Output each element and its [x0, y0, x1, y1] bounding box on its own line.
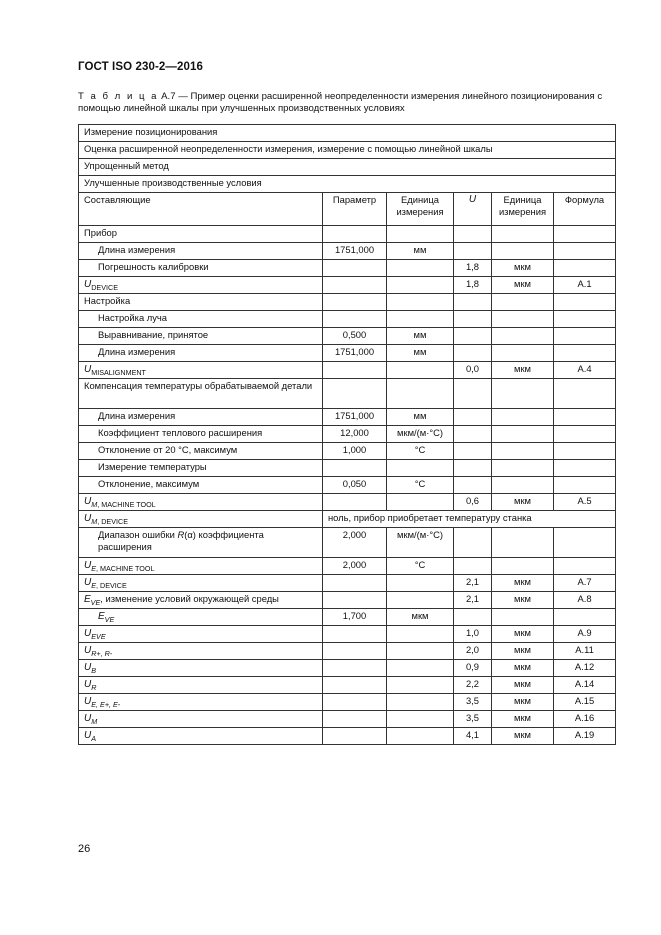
table-row	[79, 409, 616, 426]
unit2-cell: мкм	[492, 728, 554, 745]
param-cell: 0,050	[323, 477, 387, 494]
table-row	[79, 511, 616, 528]
symbol-cell: $U_{M, DEVICE}$	[79, 511, 323, 528]
table-row	[79, 558, 616, 575]
table-row	[79, 426, 616, 443]
table-row	[79, 345, 616, 362]
param-cell: 1751,000	[323, 243, 387, 260]
table-row	[79, 626, 616, 643]
unit2-cell: мкм	[492, 711, 554, 728]
formula-cell: A.15	[554, 694, 616, 711]
component-cell: Прибор	[79, 226, 323, 243]
symbol-cell: $E_{VE}$, изменение условий окружающей среды	[79, 592, 323, 609]
table-row	[79, 294, 616, 311]
component-cell: Измерение температуры	[79, 460, 323, 477]
unit-cell: мм	[387, 345, 454, 362]
unit2-cell: мкм	[492, 643, 554, 660]
symbol-cell: $U_{M, MACHINE TOOL}$	[79, 494, 323, 511]
symbol-cell: $U_{E, E+, E-}$	[79, 694, 323, 711]
formula-cell: A.16	[554, 711, 616, 728]
component-cell: Настройка луча	[79, 311, 323, 328]
table-row	[79, 609, 616, 626]
title-row	[79, 176, 616, 193]
table-row	[79, 477, 616, 494]
table-row	[79, 311, 616, 328]
symbol-cell: $U_{DEVICE}$	[79, 277, 323, 294]
table-title-cell: Улучшенные производственные условия	[79, 176, 616, 193]
unit-cell: мкм	[387, 609, 454, 626]
param-cell: 2,000	[323, 528, 387, 558]
formula-cell: A.4	[554, 362, 616, 379]
param-cell: 12,000	[323, 426, 387, 443]
table-row	[79, 260, 616, 277]
component-cell: Выравнивание, принятое	[79, 328, 323, 345]
table-row	[79, 328, 616, 345]
unit2-cell: мкм	[492, 277, 554, 294]
column-header: Составляющие	[79, 193, 323, 226]
symbol-cell: $U_{MISALIGNMENT}$	[79, 362, 323, 379]
symbol-cell: $E_{VE}$	[79, 609, 323, 626]
unit2-cell: мкм	[492, 260, 554, 277]
column-header-row	[79, 193, 616, 226]
table-row	[79, 443, 616, 460]
u-cell: 0,6	[454, 494, 492, 511]
component-cell: Диапазон ошибки R(α) коэффициента расширения	[79, 528, 323, 558]
u-cell: 0,9	[454, 660, 492, 677]
table-row	[79, 592, 616, 609]
formula-cell: A.9	[554, 626, 616, 643]
symbol-cell: $U_B$	[79, 660, 323, 677]
symbol-cell: $U_A$	[79, 728, 323, 745]
u-cell: 1,0	[454, 626, 492, 643]
table-row	[79, 728, 616, 745]
table-row	[79, 226, 616, 243]
formula-cell: A.7	[554, 575, 616, 592]
component-cell: Компенсация температуры обрабатываемой детали	[79, 379, 323, 409]
table-row	[79, 677, 616, 694]
u-cell: 1,8	[454, 277, 492, 294]
table-row	[79, 460, 616, 477]
u-cell: 3,5	[454, 711, 492, 728]
unit-cell: °C	[387, 558, 454, 575]
title-row	[79, 142, 616, 159]
note-cell: ноль, прибор приобретает температуру станка	[323, 511, 616, 528]
table-row	[79, 528, 616, 558]
unit-cell: мм	[387, 409, 454, 426]
u-cell: 0,0	[454, 362, 492, 379]
symbol-cell: $U_M$	[79, 711, 323, 728]
page-number: 26	[78, 843, 91, 855]
component-cell: Длина измерения	[79, 243, 323, 260]
unit-cell: мкм/(м·°C)	[387, 528, 454, 558]
caption-prefix: Т а б л и ц а	[78, 91, 159, 102]
table-row	[79, 494, 616, 511]
u-cell: 4,1	[454, 728, 492, 745]
table-caption	[78, 91, 615, 115]
u-cell: 2,0	[454, 643, 492, 660]
unit2-cell: мкм	[492, 660, 554, 677]
table-row	[79, 379, 616, 409]
unit-cell: мкм/(м·°C)	[387, 426, 454, 443]
formula-cell: A.19	[554, 728, 616, 745]
symbol-cell: $U_{EVE}$	[79, 626, 323, 643]
column-header: Формула	[554, 193, 616, 226]
component-cell: Отклонение от 20 °C, максимум	[79, 443, 323, 460]
u-cell: 1,8	[454, 260, 492, 277]
document-header: ГОСТ ISO 230-2—2016	[78, 61, 203, 73]
component-cell: Длина измерения	[79, 409, 323, 426]
unit2-cell: мкм	[492, 677, 554, 694]
symbol-cell: $U_{E, DEVICE}$	[79, 575, 323, 592]
param-cell: 1,700	[323, 609, 387, 626]
table-row	[79, 362, 616, 379]
unit-cell: °C	[387, 443, 454, 460]
unit2-cell: мкм	[492, 575, 554, 592]
table-row	[79, 575, 616, 592]
symbol-cell: $U_R$	[79, 677, 323, 694]
param-cell: 1751,000	[323, 345, 387, 362]
table-row	[79, 643, 616, 660]
table-title-cell: Упрощенный метод	[79, 159, 616, 176]
component-cell: Погрешность калибровки	[79, 260, 323, 277]
uncertainty-table	[78, 124, 616, 745]
symbol-cell: $U_{R+, R-}$	[79, 643, 323, 660]
unit2-cell: мкм	[492, 694, 554, 711]
title-row	[79, 125, 616, 142]
component-cell: Настройка	[79, 294, 323, 311]
unit-cell: мм	[387, 328, 454, 345]
component-cell: Отклонение, максимум	[79, 477, 323, 494]
component-cell: Длина измерения	[79, 345, 323, 362]
unit2-cell: мкм	[492, 362, 554, 379]
table-row	[79, 243, 616, 260]
param-cell: 1751,000	[323, 409, 387, 426]
unit-cell: °C	[387, 477, 454, 494]
table-row	[79, 711, 616, 728]
unit2-cell: мкм	[492, 626, 554, 643]
table-row	[79, 660, 616, 677]
formula-cell: A.5	[554, 494, 616, 511]
title-row	[79, 159, 616, 176]
u-cell: 2,1	[454, 592, 492, 609]
table-row	[79, 694, 616, 711]
column-header: Единица измерения	[492, 193, 554, 226]
formula-cell: A.1	[554, 277, 616, 294]
column-header: Единица измерения	[387, 193, 454, 226]
unit2-cell: мкм	[492, 592, 554, 609]
u-cell: 2,1	[454, 575, 492, 592]
u-cell: 3,5	[454, 694, 492, 711]
component-cell: Коэффициент теплового расширения	[79, 426, 323, 443]
formula-cell: A.14	[554, 677, 616, 694]
caption-text: А.7 — Пример оценки расширенной неопределенности измерения линейного позиционирования с помощью линейной шкалы при улучшенных производственных условиях	[78, 91, 603, 114]
column-header: Параметр	[323, 193, 387, 226]
table-title-cell: Оценка расширенной неопределенности измерения, измерение с помощью линейной шкалы	[79, 142, 616, 159]
table-title-cell: Измерение позиционирования	[79, 125, 616, 142]
formula-cell: A.12	[554, 660, 616, 677]
unit2-cell: мкм	[492, 494, 554, 511]
param-cell: 1,000	[323, 443, 387, 460]
param-cell: 0,500	[323, 328, 387, 345]
formula-cell: A.11	[554, 643, 616, 660]
symbol-cell: $U_{E, MACHINE TOOL}$	[79, 558, 323, 575]
u-cell: 2,2	[454, 677, 492, 694]
formula-cell: A.8	[554, 592, 616, 609]
param-cell: 2,000	[323, 558, 387, 575]
unit-cell: мм	[387, 243, 454, 260]
column-header: U	[454, 193, 492, 226]
table-row	[79, 277, 616, 294]
